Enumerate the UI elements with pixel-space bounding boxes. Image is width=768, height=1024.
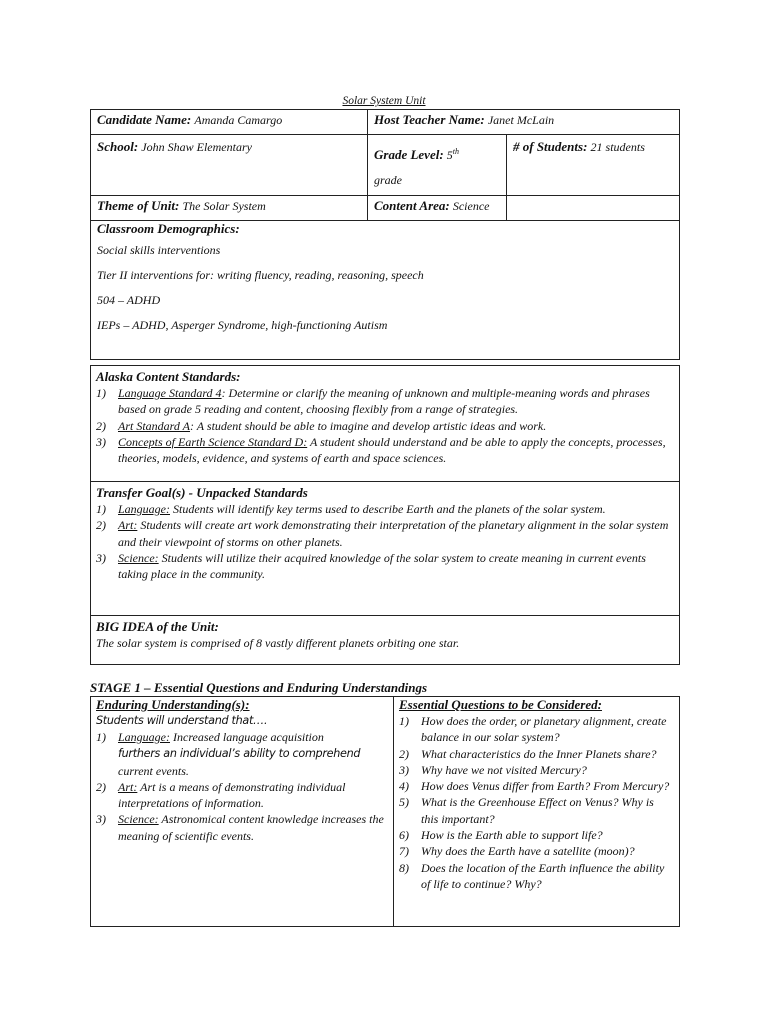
question-text: Does the location of the Earth influence the ability of life to continue? Why? (421, 860, 665, 891)
item-text: Students will identify key terms used to describe Earth and the planets of the solar system. (170, 502, 606, 516)
question-text: How does the order, or planetary alignment, create balance in our solar system? (421, 714, 667, 745)
item-number: 2) (96, 779, 106, 794)
essential-questions-title: Essential Questions to be Considered: (399, 697, 602, 712)
stage1-title: STAGE 1 – Essential Questions and Enduring Understandings (90, 680, 428, 695)
theme-label: Theme of Unit: (97, 198, 180, 214)
goal-link: Art: (118, 518, 138, 533)
item-text: Increased language acquisition (170, 730, 324, 744)
item-text: : Determine or clarify the meaning of unknown and multiple-meaning words and phrases based on grade 5 reading and content, choosing flexibly from a range of strategies. (118, 386, 650, 417)
transfer-goals-list (96, 501, 674, 582)
item-number: 6) (399, 828, 409, 843)
question-text: What characteristics do the Inner Planets share? (421, 746, 657, 761)
eu-handwritten-text: furthers an individual’s ability to comprehend (118, 747, 361, 761)
item-number: 1) (399, 714, 409, 728)
school-value: John Shaw Elementary (141, 140, 252, 154)
theme-cell (91, 196, 368, 221)
students-cell (507, 135, 680, 196)
content-area-label: Content Area: (374, 198, 450, 214)
question-text: Why have we not visited Mercury? (421, 762, 587, 777)
transfer-goals-section (91, 482, 679, 616)
standard-link: Art Standard A (118, 418, 191, 433)
item-number: 3) (96, 812, 106, 827)
item-number: 2) (96, 418, 106, 433)
grade-level-word: grade (374, 173, 402, 188)
list-item (96, 729, 388, 779)
enduring-understandings-cell (91, 697, 394, 927)
list-item (96, 517, 674, 550)
question-text: How is the Earth able to support life? (421, 828, 603, 843)
content-standards-section (91, 366, 679, 482)
host-teacher-cell (368, 110, 680, 135)
goal-link: Science: (118, 550, 159, 565)
item-number: 2) (399, 746, 409, 761)
header-table (90, 109, 680, 360)
demographics-label: Classroom Demographics: (97, 221, 240, 237)
eu-link: Language: (118, 730, 170, 744)
list-item (96, 779, 388, 812)
item-text: Students will utilize their acquired knowledge of the solar system to create meaning in current events taking place in the community. (118, 550, 646, 582)
question-text: How does Venus differ from Earth? From Mercury? (421, 779, 670, 794)
list-item (399, 762, 674, 778)
item-number: 2) (96, 518, 106, 533)
list-item (96, 434, 674, 467)
item-number: 4) (399, 779, 409, 794)
item-text: : A student should be able to imagine and develop artistic ideas and work. (190, 418, 547, 433)
transfer-goals-title: Transfer Goal(s) - Unpacked Standards (96, 485, 308, 500)
demographics-item: IEPs – ADHD, Asperger Syndrome, high-functioning Autism (97, 318, 388, 333)
demographics-cell (91, 221, 680, 360)
list-item (399, 713, 674, 746)
school-cell (91, 135, 368, 196)
theme-value: The Solar System (182, 199, 266, 214)
content-area-cell (368, 196, 507, 221)
question-text: Why does the Earth have a satellite (moon)? (421, 844, 635, 859)
item-text-tail: current events. (118, 763, 189, 778)
item-number: 1) (96, 730, 106, 744)
demographics-item: Tier II interventions for: writing fluency, reading, reasoning, speech (97, 268, 424, 283)
item-number: 3) (399, 762, 409, 777)
enduring-understandings-list (96, 729, 388, 844)
demographics-item: Social skills interventions (97, 243, 221, 258)
item-text: A student should understand and be able to apply the concepts, processes, theories, models, evidence, and systems of earth and space sciences. (118, 434, 666, 466)
list-item (399, 746, 674, 762)
grade-level-cell (368, 135, 507, 196)
list-item (96, 501, 674, 517)
list-item (96, 811, 388, 844)
big-idea-section (91, 616, 679, 657)
standard-link: Concepts of Earth Science Standard D: (118, 434, 308, 449)
list-item (399, 827, 674, 843)
document-title: Solar System Unit (342, 95, 426, 107)
essential-questions-cell (394, 697, 680, 927)
grade-level-value: 5 (446, 148, 453, 163)
school-label: School: (97, 139, 139, 154)
list-item (399, 843, 674, 859)
big-idea-text: The solar system is comprised of 8 vastly different planets orbiting one star. (96, 636, 460, 650)
enduring-understandings-title: Enduring Understanding(s): (96, 697, 250, 712)
content-standards-title: Alaska Content Standards: (96, 369, 241, 384)
standard-link: Language Standard 4 (118, 386, 222, 400)
stage1-table (90, 696, 680, 927)
item-text: Astronomical content knowledge increases the meaning of scientific events. (118, 812, 384, 843)
list-item (96, 385, 674, 418)
standards-box (90, 365, 680, 665)
students-label: # of Students: (513, 139, 588, 154)
eu-link: Science: (118, 812, 159, 827)
enduring-intro: Students will understand that…. (96, 714, 268, 727)
question-text: What is the Greenhouse Effect on Venus? Why is this important? (421, 795, 654, 826)
host-teacher-label: Host Teacher Name: (374, 112, 485, 127)
empty-cell (507, 196, 680, 221)
content-area-value: Science (452, 199, 490, 214)
list-item (399, 860, 674, 893)
big-idea-title: BIG IDEA of the Unit: (96, 619, 219, 634)
item-number: 3) (96, 434, 106, 449)
item-text: Art is a means of demonstrating individual interpretations of information. (118, 779, 346, 811)
item-number: 1) (96, 502, 106, 516)
list-item (96, 550, 674, 583)
item-number: 7) (399, 844, 409, 859)
grade-level-label: Grade Level: (374, 147, 444, 163)
goal-link: Language: (118, 502, 170, 516)
item-number: 3) (96, 550, 106, 565)
candidate-label: Candidate Name: (97, 112, 192, 127)
item-text: Students will create art work demonstrating their interpretation of the planetary alignment in the solar system and their viewpoint of storms on other planets. (118, 518, 669, 549)
essential-questions-list (399, 713, 674, 892)
list-item (96, 418, 674, 434)
grade-level-suffix: th (452, 147, 460, 156)
item-number: 5) (399, 795, 409, 810)
list-item (399, 778, 674, 794)
students-value: 21 students (590, 140, 645, 154)
candidate-value: Amanda Camargo (194, 113, 283, 127)
item-number: 8) (399, 860, 409, 875)
demographics-item: 504 – ADHD (97, 293, 161, 308)
content-standards-list (96, 385, 674, 466)
eu-link: Art: (118, 779, 138, 794)
candidate-cell (91, 110, 368, 135)
list-item (399, 794, 674, 827)
host-teacher-value: Janet McLain (487, 113, 555, 127)
item-number: 1) (96, 386, 106, 400)
